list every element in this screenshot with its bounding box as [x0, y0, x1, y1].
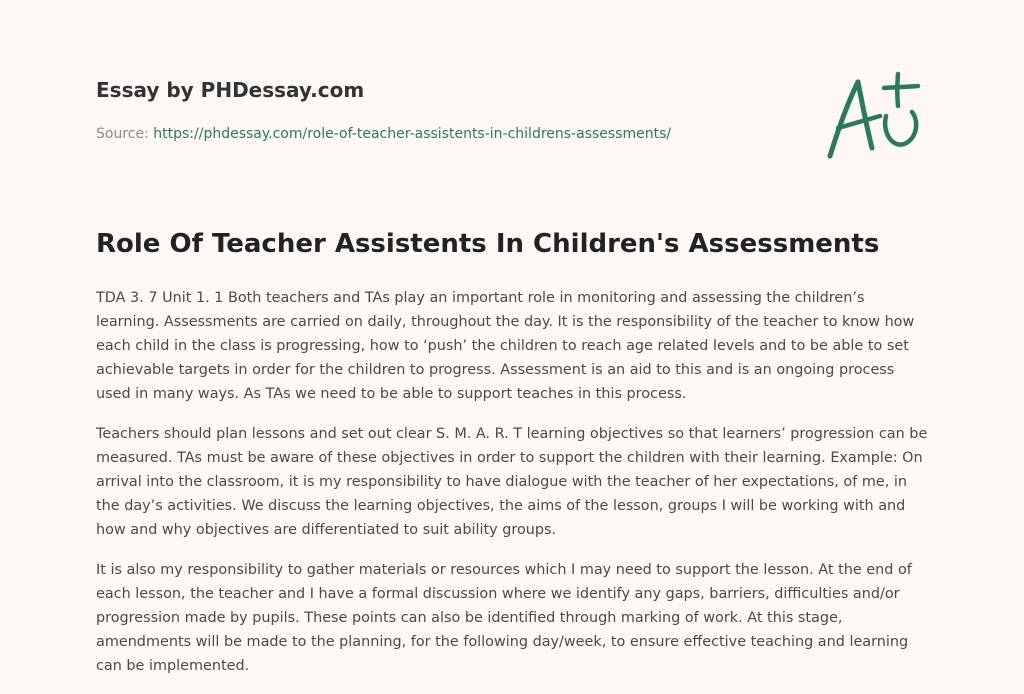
a-plus-grade-icon	[820, 68, 930, 164]
essay-title: Role Of Teacher Assistents In Children's Assessments	[96, 229, 880, 259]
paragraph: TDA 3. 7 Unit 1. 1 Both teachers and TAs play an important role in monitoring and assessing the children’s learning. Assessments are carried on daily, throughout the day. It is the responsibility of the teacher to know how each child in the class is progressing, how to ‘push’ the children to reach age related levels and to be able to set achievable targets in order for the children to progress. Assessment is an aid to this and is an ongoing process used in many ways. As TAs we need to be able to support teaches in this process.	[96, 290, 915, 402]
source-line	[96, 124, 796, 144]
brand-title: Essay by PHDessay.com	[96, 78, 365, 102]
paragraph: It is also my responsibility to gather materials or resources which I may need to support the lesson. At the end of each lesson, the teacher and I have a formal discussion where we identify any gaps, barriers, difficulties and/or progression made by pupils. These points can also be identified through marking of work. At this stage, amendments will be made to the planning, for the following day/week, to ensure effective teaching and learning can be implemented.	[96, 562, 912, 674]
essay-header	[96, 76, 796, 144]
source-label: Source:	[96, 126, 154, 142]
source-link[interactable]: https://phdessay.com/role-of-teacher-assistents-in-childrens-assessments/	[153, 126, 672, 142]
essay-body	[96, 286, 932, 694]
paragraph: Teachers should plan lessons and set out clear S. M. A. R. T learning objectives so that learners’ progression can be measured. TAs must be aware of these objectives in order to support the children with their learning. Example: On arrival into the classroom, it is my responsibility to have dialogue with the teacher of her expectations, of me, in the day’s activities. We discuss the learning objectives, the aims of the lesson, groups I will be working with and how and why objectives are differentiated to suit ability groups.	[96, 426, 928, 538]
